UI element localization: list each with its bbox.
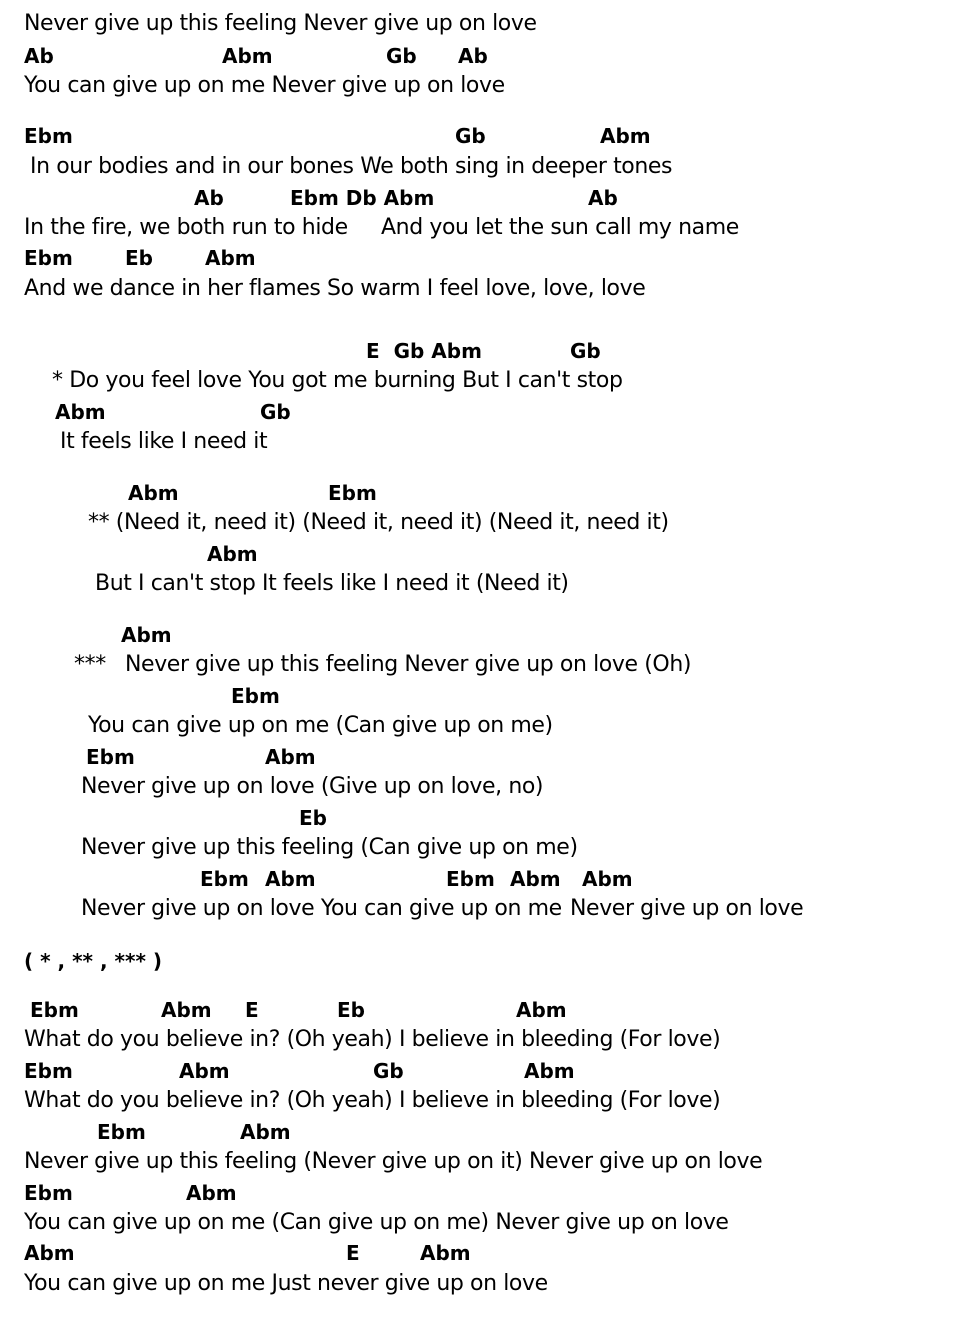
lyric-text: You can give up on me Just never give up on love — [24, 1271, 548, 1296]
chord-label: Abm — [179, 1059, 230, 1083]
chord-label: Abm — [186, 1181, 237, 1205]
chord-label: Abm — [600, 124, 651, 148]
lyric-line — [0, 72, 963, 102]
chord-label: Ebm — [231, 684, 280, 708]
lyric-text: Never give up this feeling Never give up on love — [24, 11, 537, 36]
lyric-text: *** — [74, 652, 106, 677]
chord-label: Ebm — [328, 481, 377, 505]
lyric-line — [0, 773, 963, 803]
chord-label: Abm — [222, 44, 273, 68]
chord-label: Abm — [524, 1059, 575, 1083]
chord-label: Abm — [265, 745, 316, 769]
lyric-text: Never give up this feeling Never give up on love (Oh) — [125, 652, 692, 677]
chord-label: Ebm — [30, 998, 79, 1022]
lyric-text: And we dance in her flames So warm I feel love, love, love — [24, 276, 646, 301]
chord-label: Ab — [458, 44, 488, 68]
lyric-text: It feels like I need it — [60, 429, 268, 454]
chord-label: Abm — [582, 867, 633, 891]
chord-label: Abm — [516, 998, 567, 1022]
lyric-line — [0, 1148, 963, 1178]
chord-label: Gb — [373, 1059, 404, 1083]
chord-line — [0, 42, 963, 72]
chord-label: Abm — [161, 998, 212, 1022]
lyric-line — [0, 153, 963, 183]
chord-label: Eb — [125, 246, 153, 270]
chord-label: Abm — [510, 867, 561, 891]
lyric-line — [0, 214, 963, 244]
chord-label: Abm — [24, 1241, 75, 1265]
chord-line — [0, 682, 963, 712]
chord-label: Ebm — [24, 1059, 73, 1083]
chord-line — [0, 1057, 963, 1087]
chord-line — [0, 540, 963, 570]
chord-label: Ebm — [446, 867, 495, 891]
lyric-line — [0, 1026, 963, 1056]
lyric-line — [0, 712, 963, 742]
lyric-text: And you let the sun call my name — [381, 215, 739, 240]
lyric-line — [0, 651, 963, 681]
chord-label: Ebm — [86, 745, 135, 769]
lyric-line — [0, 509, 963, 539]
lyric-line — [0, 895, 963, 925]
chord-label: Abm — [121, 623, 172, 647]
chord-label: Ebm — [200, 867, 249, 891]
chord-label: Gb — [455, 124, 486, 148]
lyric-line — [0, 428, 963, 458]
chord-label: Abm — [205, 246, 256, 270]
chord-line — [0, 122, 963, 152]
chord-label: Abm — [240, 1120, 291, 1144]
chord-label: E — [245, 998, 259, 1022]
lyric-line — [0, 367, 963, 397]
lyric-text: But I can't stop It feels like I need it (Need it) — [95, 571, 569, 596]
chord-line — [0, 1118, 963, 1148]
chord-label: Ebm — [97, 1120, 146, 1144]
chord-label: Ebm — [24, 124, 73, 148]
chord-label: Abm — [420, 1241, 471, 1265]
lyric-text: You can give up on me (Can give up on me) Never give up on love — [24, 1210, 729, 1235]
lyric-text: In our bodies and in our bones We both sing in deeper tones — [30, 154, 673, 179]
chord-label: Abm — [207, 542, 258, 566]
lyric-text: Never give up this feeling (Never give up on it) Never give up on love — [24, 1149, 763, 1174]
chord-line — [0, 184, 963, 214]
chord-label: Gb — [386, 44, 417, 68]
chord-label: Ab — [24, 44, 54, 68]
chord-label: Abm — [128, 481, 179, 505]
chord-line — [0, 398, 963, 428]
lyric-text: Never give up on love — [570, 896, 804, 921]
chord-line — [0, 244, 963, 274]
chord-line — [0, 947, 963, 977]
chord-line — [0, 743, 963, 773]
chord-line — [0, 337, 963, 367]
lyric-text: What do you believe in? (Oh yeah) I believe in bleeding (For love) — [24, 1027, 721, 1052]
chord-label: Ebm — [24, 246, 73, 270]
lyric-line — [0, 10, 963, 40]
chord-line — [0, 996, 963, 1026]
lyric-line — [0, 1270, 963, 1300]
lyric-text: What do you believe in? (Oh yeah) I believe in bleeding (For love) — [24, 1088, 721, 1113]
lyric-text: Never give up on love You can give up on me — [81, 896, 562, 921]
chord-line — [0, 621, 963, 651]
chord-line — [0, 1239, 963, 1269]
lyric-text: You can give up on me (Can give up on me) — [88, 713, 553, 738]
lyric-line — [0, 275, 963, 305]
lyric-text: In the fire, we both run to hide — [24, 215, 348, 240]
chord-label: ( * , ** , *** ) — [24, 949, 163, 973]
lyric-text: Never give up on love (Give up on love, no) — [81, 774, 544, 799]
lyric-line — [0, 570, 963, 600]
lyric-text: ** (Need it, need it) (Need it, need it) (Need it, need it) — [88, 510, 669, 535]
chord-line — [0, 865, 963, 895]
lyric-line — [0, 834, 963, 864]
chord-label: Ebm Db Abm — [290, 186, 435, 210]
lyric-text: Never give up this feeling (Can give up on me) — [81, 835, 578, 860]
chord-line — [0, 1179, 963, 1209]
chord-label: Abm — [55, 400, 106, 424]
chord-label: E Gb Abm — [366, 339, 482, 363]
lyric-text: * Do you feel love You got me burning But I can't stop — [52, 368, 623, 393]
chord-label: Abm — [265, 867, 316, 891]
chord-label: Eb — [337, 998, 365, 1022]
chord-label: Ab — [588, 186, 618, 210]
chord-label: Eb — [299, 806, 327, 830]
chord-label: E — [346, 1241, 360, 1265]
chord-label: Gb — [570, 339, 601, 363]
chord-label: Ebm — [24, 1181, 73, 1205]
lyric-line — [0, 1087, 963, 1117]
lyric-text: You can give up on me Never give up on love — [24, 73, 505, 98]
chord-label: Gb — [260, 400, 291, 424]
chord-line — [0, 804, 963, 834]
lyric-line — [0, 1209, 963, 1239]
chord-label: Ab — [194, 186, 224, 210]
chord-line — [0, 479, 963, 509]
